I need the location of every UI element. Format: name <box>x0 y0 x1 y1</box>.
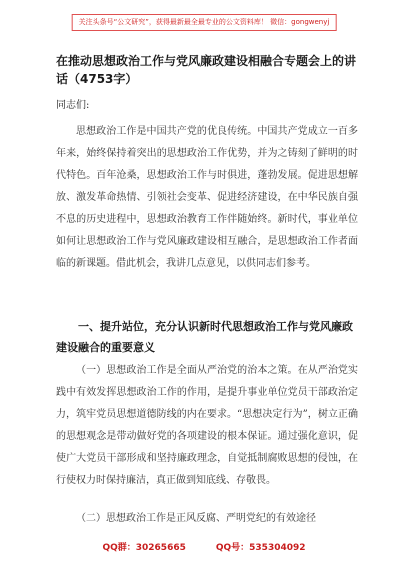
section-heading-1: 一、提升站位，充分认识新时代思想政治工作与党风廉政建设融合的重要意义 <box>56 320 353 354</box>
body-paragraph-2: （一）思想政治工作是全面从严治党的治本之策。在从严治党实践中有效发挥思想政治工作的作用，是提升事业单位党员干部政治定力，筑牢党员思想道德防线的内在要求。“思想决定行为”，树立正确的思想观念是带动做好党的各项建设的根本保证。通过强化意识，促使广大党员干部形成和坚持廉政理念，自觉抵制腐败思想的侵蚀，在行使权力时保持廉洁，真正做到知底线、存敬畏。 <box>56 365 358 486</box>
body-paragraph-1: 思想政治工作是中国共产党的优良传统。中国共产党成立一百多年来，始终保持着突出的思想政治工作优势，并为之铸刻了鲜明的时代特色。百年沧桑，思想政治工作与时俱进，蓬勃发展。促进思想解放、激发革命热情、引领社会变革、促进经济建设，在中华民族自强不息的历史进程中，思想政治教育工作伴随始终。新时代，事业单位如何让思想政治工作与党风廉政建设相互融合，是思想政治工作者面临的新课题。借此机会，我讲几点意见，以供同志们参考。 <box>56 126 358 269</box>
qq-group-label: QQ群：30265665 <box>102 543 186 553</box>
page-title: 在推动思想政治工作与党风廉政建设相融合专题会上的讲话（4753字） <box>56 54 357 86</box>
footer-contact <box>0 540 408 553</box>
greeting: 同志们: <box>56 100 90 111</box>
promo-banner: 关注头条号“公文研究”，获得最新最全最专业的公文资料库！ 微信：gongwenyj <box>72 14 337 31</box>
qq-number-label: QQ号：535304092 <box>215 543 306 553</box>
body-paragraph-3: （二）思想政治工作是正风反腐、严明党纪的有效途径 <box>76 513 316 524</box>
